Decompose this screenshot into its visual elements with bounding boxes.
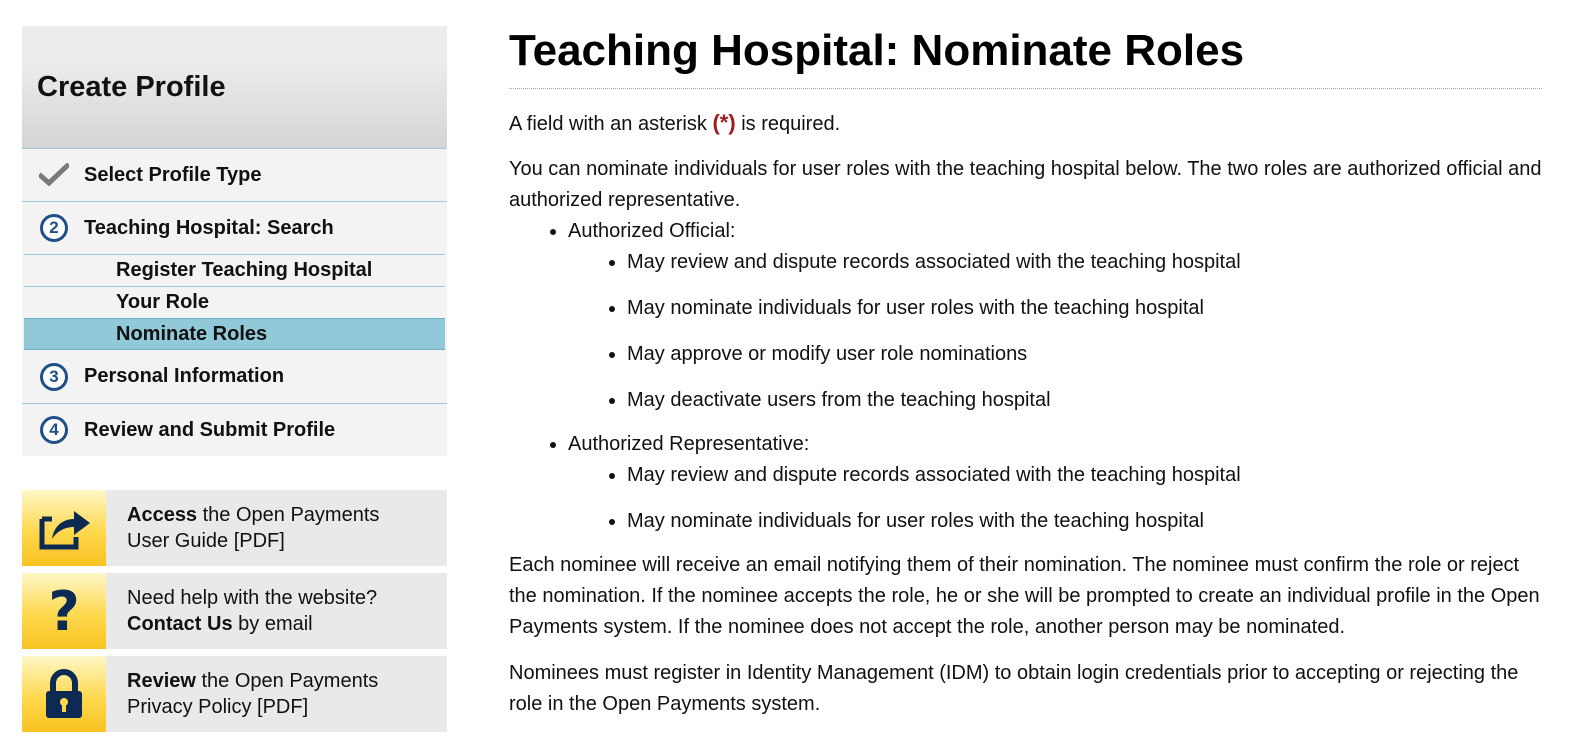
step-label: Select Profile Type xyxy=(84,163,262,186)
role-permissions-list xyxy=(627,460,1542,537)
main-content xyxy=(509,26,1542,720)
sidebar-header xyxy=(22,26,447,148)
step-review-and-submit[interactable] xyxy=(22,403,447,456)
sidebar-title: Create Profile xyxy=(37,70,226,103)
lock-icon xyxy=(22,656,106,732)
privacy-policy-text: Review the Open Payments Privacy Policy [PDF] xyxy=(127,670,379,718)
contact-us-card[interactable] xyxy=(22,573,447,649)
privacy-policy-card[interactable] xyxy=(22,656,447,732)
roles-list xyxy=(568,216,1542,537)
list-item: • May deactivate users from the teaching hospital xyxy=(627,385,1542,416)
step-nav xyxy=(22,148,447,456)
list-item: • May review and dispute records associated with the teaching hospital xyxy=(627,460,1542,491)
help-cards xyxy=(22,490,447,739)
step-personal-information[interactable] xyxy=(22,350,447,403)
role-permissions-list xyxy=(627,247,1542,416)
page-title: Teaching Hospital: Nominate Roles xyxy=(509,26,1542,89)
idm-paragraph: Nominees must register in Identity Management (IDM) to obtain login credentials prior to accepting or rejecting the role in the Open Payments system. xyxy=(509,662,1519,715)
list-item: • May review and dispute records associated with the teaching hospital xyxy=(627,247,1542,278)
step-select-profile-type[interactable] xyxy=(22,148,447,201)
step-label: Review and Submit Profile xyxy=(84,418,336,441)
checkmark-icon xyxy=(38,159,70,191)
nomination-paragraph: Each nominee will receive an email notifying them of their nomination. The nominee must confirm the role or reject the nomination. If the nominee accepts the role, he or she will be prompted to create an individual profile in the Open Payments system. If the nominee does not accept the role, another person may be nominated. xyxy=(509,554,1540,638)
intro-paragraph: You can nominate individuals for user roles with the teaching hospital below. The two roles are authorized official and authorized representative. xyxy=(509,158,1542,211)
share-icon xyxy=(22,490,106,566)
user-guide-card[interactable] xyxy=(22,490,447,566)
step-label: Teaching Hospital: Search xyxy=(84,216,334,239)
substep-your-role[interactable]: Your Role xyxy=(24,286,445,318)
question-icon: ? xyxy=(22,573,106,649)
list-item: • May approve or modify user role nominations xyxy=(627,339,1542,370)
required-note: A field with an asterisk (*) is required. xyxy=(509,110,841,135)
asterisk: (*) xyxy=(712,110,736,135)
list-item: • Authorized Representative: • May review and dispute records associated with the teaching hospital • May nominate individuals for user roles with the teaching hospital xyxy=(568,429,1542,537)
step-3-icon: 3 xyxy=(38,361,70,393)
step-teaching-hospital-search[interactable] xyxy=(22,201,447,254)
list-item: • May nominate individuals for user roles with the teaching hospital xyxy=(627,506,1542,537)
contact-us-text: Need help with the website? Contact Us by email xyxy=(127,587,378,635)
step-label: Personal Information xyxy=(84,365,285,387)
user-guide-text: Access the Open Payments User Guide [PDF] xyxy=(127,504,380,552)
substep-nominate-roles[interactable]: Nominate Roles xyxy=(24,318,445,350)
substep-register-teaching-hospital[interactable]: Register Teaching Hospital xyxy=(24,254,445,286)
list-item: • Authorized Official: • May review and dispute records associated with the teaching hospital • May nominate individuals for user roles with the teaching hospital • May approve or modify user role nominations • May deactivate users from the teaching hospital xyxy=(568,216,1542,416)
step-2-icon: 2 xyxy=(38,212,70,244)
sidebar xyxy=(22,26,447,456)
list-item: • May nominate individuals for user roles with the teaching hospital xyxy=(627,293,1542,324)
step-4-icon: 4 xyxy=(38,414,70,446)
